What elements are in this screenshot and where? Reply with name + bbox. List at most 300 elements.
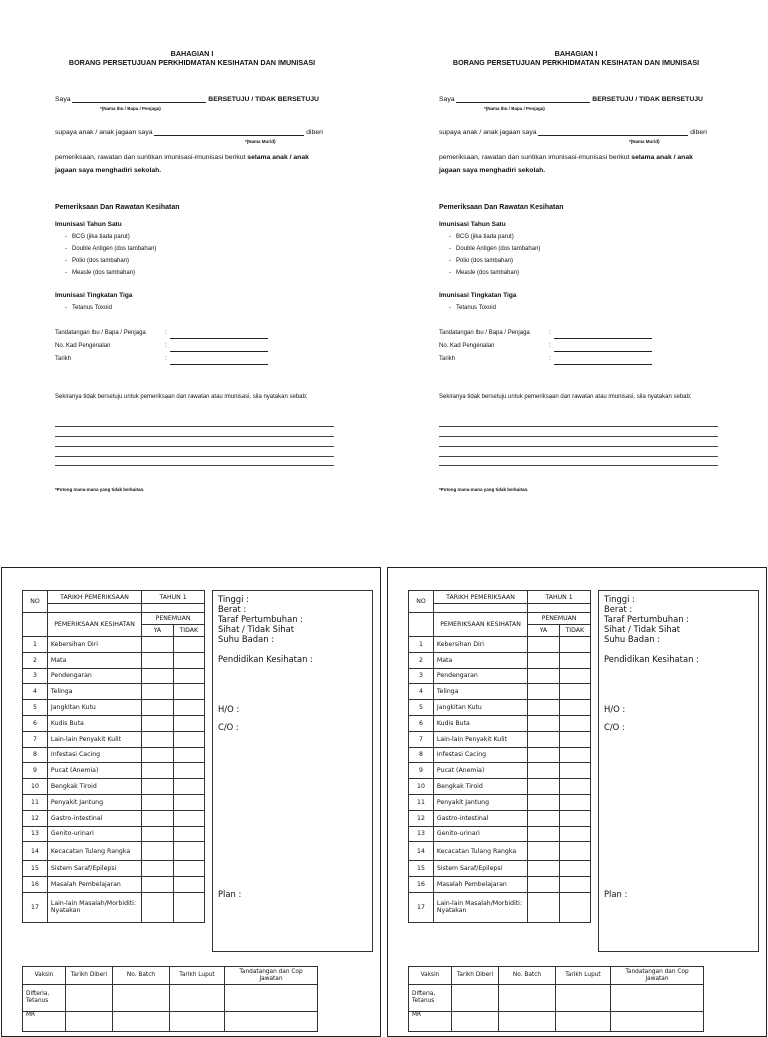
tidak-cell[interactable] xyxy=(173,668,204,684)
tidak-cell[interactable] xyxy=(173,826,204,842)
ya-cell[interactable] xyxy=(142,684,173,700)
date-cell[interactable] xyxy=(433,604,527,613)
tidak-cell[interactable] xyxy=(559,842,590,861)
exam-item: Lain-lain Masalah/Morbiditi: Nyatakan xyxy=(47,892,141,922)
tidak-cell[interactable] xyxy=(559,779,590,795)
ho-label: H/O : xyxy=(218,704,240,714)
tidak-cell[interactable] xyxy=(559,684,590,700)
tidak-cell[interactable] xyxy=(559,637,590,653)
exam-item: Lain-lain Masalah/Morbiditi: Nyatakan xyxy=(433,892,527,922)
exam-item: Kebersihan Diri xyxy=(47,637,141,653)
row-number: 8 xyxy=(23,747,48,763)
form-title: BORANG PERSETUJUAN PERKHIDMATAN KESIHATAN DAN IMUNISASI xyxy=(68,58,316,67)
exam-item: Penyakit Jantung xyxy=(47,794,141,810)
row-number: 16 xyxy=(23,877,48,893)
taraf-label: Taraf Pertumbuhan : xyxy=(604,614,689,624)
exam-item: Mata xyxy=(433,652,527,668)
exam-row xyxy=(23,779,205,795)
tidak-cell[interactable] xyxy=(559,668,590,684)
exam-row xyxy=(409,731,591,747)
row-number: 15 xyxy=(409,861,434,877)
signature-header: Tandatangan dan Cop Jawatan xyxy=(225,967,318,985)
tidak-cell[interactable] xyxy=(559,892,590,922)
exam-row xyxy=(409,794,591,810)
row-number: 12 xyxy=(409,810,434,826)
sihat-label: Sihat / Tidak Sihat xyxy=(604,624,681,634)
row-number: 6 xyxy=(23,715,48,731)
parent-name-field[interactable] xyxy=(72,102,206,103)
row-number: 13 xyxy=(409,826,434,842)
ya-header: YA xyxy=(528,625,559,637)
tidak-cell[interactable] xyxy=(559,715,590,731)
ya-cell[interactable] xyxy=(528,826,559,842)
parent-name-row xyxy=(55,96,340,103)
tidak-cell[interactable] xyxy=(173,877,204,893)
exam-item: Pucat (Anemia) xyxy=(433,763,527,779)
exam-item: Jangkitan Kutu xyxy=(433,700,527,716)
exam-item: Penyakit Jantung xyxy=(433,794,527,810)
vaccine-name: Difteria, Tetanus xyxy=(23,985,66,1012)
tidak-cell[interactable] xyxy=(559,794,590,810)
exam-row xyxy=(23,794,205,810)
ya-cell[interactable] xyxy=(528,652,559,668)
suhu-label: Suhu Badan : xyxy=(218,634,275,644)
measurement-panel xyxy=(598,590,759,952)
form3-heading: Imunisasi Tingkatan Tiga xyxy=(439,292,517,299)
consent-text-bold: selama anak / anak xyxy=(631,154,693,161)
ya-cell[interactable] xyxy=(142,861,173,877)
date-label: Tarikh xyxy=(55,356,72,362)
exam-item: Pendengaran xyxy=(47,668,141,684)
tidak-cell[interactable] xyxy=(173,637,204,653)
list-item: - Tetanus Toxoid xyxy=(65,305,112,311)
agree-option: BERSETUJU / TIDAK BERSETUJU xyxy=(592,96,703,103)
row-number: 12 xyxy=(23,810,48,826)
ya-cell[interactable] xyxy=(142,794,173,810)
row-number: 17 xyxy=(23,892,48,922)
exam-item: Masalah Pembelajaran xyxy=(47,877,141,893)
row-number: 11 xyxy=(23,794,48,810)
child-name-field[interactable] xyxy=(154,135,304,136)
exam-item: Infestasi Cacing xyxy=(433,747,527,763)
ya-cell[interactable] xyxy=(528,731,559,747)
exam-row xyxy=(409,861,591,877)
child-name-hint: *(Nama Murid) xyxy=(245,139,276,144)
exam-row xyxy=(23,861,205,877)
reason-prompt: Sekiranya tidak bersetuju untuk pemeriksaan dan rawatan atau imunisasi, sila nyatakan sebab: xyxy=(55,394,308,400)
exam-item: Telinga xyxy=(47,684,141,700)
ya-cell[interactable] xyxy=(528,877,559,893)
tidak-cell[interactable] xyxy=(173,842,204,861)
child-prefix: supaya anak / anak jagaan saya xyxy=(55,129,153,136)
row-number: 7 xyxy=(409,731,434,747)
row-number: 3 xyxy=(23,668,48,684)
form-section-title: BAHAGIAN I xyxy=(554,49,598,58)
tidak-cell[interactable] xyxy=(173,700,204,716)
date-field[interactable] xyxy=(554,357,652,365)
row-number: 13 xyxy=(23,826,48,842)
exam-row xyxy=(409,747,591,763)
consent-paragraph-line2: jagaan saya menghadiri sekolah. xyxy=(439,167,546,174)
exam-row xyxy=(23,652,205,668)
exam-row xyxy=(23,763,205,779)
vaccine-name: MR xyxy=(23,1012,66,1032)
row-number: 6 xyxy=(409,715,434,731)
ya-cell[interactable] xyxy=(528,700,559,716)
child-name-hint: *(Nama Murid) xyxy=(629,139,660,144)
child-suffix: diberi xyxy=(690,129,707,136)
exam-row xyxy=(23,826,205,842)
year-header: TAHUN 1 xyxy=(528,591,591,604)
reason-line[interactable] xyxy=(55,465,334,466)
parent-name-field[interactable] xyxy=(456,102,590,103)
ya-cell[interactable] xyxy=(528,810,559,826)
year1-heading: Imunisasi Tahun Satu xyxy=(55,221,122,228)
exam-item: Genito-urinari xyxy=(47,826,141,842)
exam-row xyxy=(409,715,591,731)
vaccine-header: Vaksin xyxy=(409,967,452,985)
plan-label: Plan : xyxy=(218,889,242,899)
exam-item: Pendengaran xyxy=(433,668,527,684)
footnote: *Potong mana-mana yang tidak berkaitan. xyxy=(55,487,145,492)
tidak-cell[interactable] xyxy=(559,826,590,842)
row-number: 15 xyxy=(23,861,48,877)
ya-cell[interactable] xyxy=(142,892,173,922)
ya-cell[interactable] xyxy=(528,684,559,700)
exam-item: Mata xyxy=(47,652,141,668)
tidak-cell[interactable] xyxy=(173,763,204,779)
row-number: 11 xyxy=(409,794,434,810)
expiry-header: Tarikh Luput xyxy=(556,967,611,985)
ya-cell[interactable] xyxy=(142,652,173,668)
exam-item: Genito-urinari xyxy=(433,826,527,842)
date-cell[interactable] xyxy=(47,604,141,613)
row-number: 7 xyxy=(23,731,48,747)
consent-form-left: BAHAGIAN I BORANG PERSETUJUAN PERKHIDMATAN KESIHATAN DAN IMUNISASI Saya BERSETUJU / TIDAK BERSETUJU *(Nama Ibu / Bapa / Penjaga) supaya anak / anak jagaan saya diberi *(Nama Murid) pemeriksaan, rawatan dan suntikan imunisasi-imunisasi berikut selama anak / anak jagaan saya menghadiri sekolah. Pemeriksaan Dan Rawatan Kesihatan Imunisasi Tahun Satu - BCG (jika tiada parut) - Double Antigen (dos tambahan) - Polio (dos tambahan) - Measle (dos tambahan) Imunisasi Tingkatan Tiga - Tetanus Toxoid Tandatangan Ibu / Bapa / Penjaga : No. Kad Pengenalan : Tarikh : Sekiranya tidak bersetuju untuk pemeriksaan dan rawatan atau imunisasi, sila nyatakan sebab: *Potong mana-mana yang tidak berkaitan. xyxy=(0,0,384,560)
signature-label: Tandatangan Ibu / Bapa / Penjaga xyxy=(439,330,530,336)
exam-row xyxy=(23,731,205,747)
tidak-cell[interactable] xyxy=(173,747,204,763)
exam-item: Bengkak Tiroid xyxy=(47,779,141,795)
exam-item: Lain-lain Penyakit Kulit xyxy=(433,731,527,747)
exam-row xyxy=(23,892,205,922)
exam-row xyxy=(23,877,205,893)
reason-line[interactable] xyxy=(439,446,718,447)
finding-header: PENEMUAN xyxy=(142,613,205,625)
ya-cell[interactable] xyxy=(528,861,559,877)
row-number: 10 xyxy=(23,779,48,795)
tidak-header: TIDAK xyxy=(559,625,590,637)
tidak-cell[interactable] xyxy=(173,715,204,731)
tidak-cell[interactable] xyxy=(173,779,204,795)
exam-header: PEMERIKSAAN KESIHATAN xyxy=(47,613,141,637)
berat-label: Berat : xyxy=(218,604,247,614)
no-header: NO xyxy=(23,591,48,613)
co-label: C/O : xyxy=(218,722,239,732)
child-name-row xyxy=(439,129,724,136)
ya-cell[interactable] xyxy=(528,794,559,810)
ya-cell[interactable] xyxy=(528,842,559,861)
tidak-cell[interactable] xyxy=(559,652,590,668)
co-label: C/O : xyxy=(604,722,625,732)
exam-row xyxy=(409,826,591,842)
expiry-header: Tarikh Luput xyxy=(170,967,225,985)
exam-table xyxy=(22,590,205,923)
exam-item: Lain-lain Penyakit Kulit xyxy=(47,731,141,747)
ya-cell[interactable] xyxy=(528,763,559,779)
year1-heading: Imunisasi Tahun Satu xyxy=(439,221,506,228)
row-number: 2 xyxy=(23,652,48,668)
exam-row xyxy=(23,715,205,731)
row-number: 16 xyxy=(409,877,434,893)
exam-row xyxy=(23,637,205,653)
ya-cell[interactable] xyxy=(142,810,173,826)
reason-line[interactable] xyxy=(55,456,334,457)
exam-row xyxy=(409,684,591,700)
tidak-cell[interactable] xyxy=(173,861,204,877)
consent-text: pemeriksaan, rawatan dan suntikan imunisasi-imunisasi berikut xyxy=(439,154,630,161)
ya-cell[interactable] xyxy=(142,700,173,716)
suhu-label: Suhu Badan : xyxy=(604,634,661,644)
exam-item: Bengkak Tiroid xyxy=(433,779,527,795)
saya-label: Saya xyxy=(439,96,455,103)
tidak-cell[interactable] xyxy=(173,810,204,826)
ic-field[interactable] xyxy=(170,344,268,352)
finding-header: PENEMUAN xyxy=(528,613,591,625)
tidak-cell[interactable] xyxy=(559,861,590,877)
signature-label: Tandatangan Ibu / Bapa / Penjaga xyxy=(55,330,146,336)
consent-paragraph-line1 xyxy=(55,154,340,161)
exam-row xyxy=(23,747,205,763)
date-given-header: Tarikh Diberi xyxy=(66,967,113,985)
exam-item: Sistem Saraf/Epilepsi xyxy=(433,861,527,877)
row-number: 14 xyxy=(409,842,434,861)
plan-label: Plan : xyxy=(604,889,628,899)
reason-line[interactable] xyxy=(439,436,718,437)
exam-item: Gastro-intestinal xyxy=(433,810,527,826)
list-item: - Measle (dos tambahan) xyxy=(65,270,136,276)
ya-header: YA xyxy=(142,625,173,637)
exam-header: PEMERIKSAAN KESIHATAN xyxy=(433,613,527,637)
consent-paragraph-line2: jagaan saya menghadiri sekolah. xyxy=(55,167,162,174)
exam-item: Gastro-intestinal xyxy=(47,810,141,826)
health-card-right xyxy=(387,567,767,1037)
ya-cell[interactable] xyxy=(142,763,173,779)
tidak-cell[interactable] xyxy=(559,700,590,716)
exam-row xyxy=(23,684,205,700)
ya-cell[interactable] xyxy=(142,637,173,653)
tidak-cell[interactable] xyxy=(173,731,204,747)
list-item: - Double Antigen (dos tambahan) xyxy=(65,246,157,252)
date-field[interactable] xyxy=(170,357,268,365)
ya-cell[interactable] xyxy=(528,715,559,731)
ya-cell[interactable] xyxy=(142,731,173,747)
list-item: - BCG (jika tiada parut) xyxy=(65,234,130,240)
consent-text-bold: selama anak / anak xyxy=(247,154,309,161)
list-item: - Measle (dos tambahan) xyxy=(449,270,520,276)
exam-item: Telinga xyxy=(433,684,527,700)
ya-cell[interactable] xyxy=(142,842,173,861)
signature-header: Tandatangan dan Cop Jawatan xyxy=(611,967,704,985)
tidak-cell[interactable] xyxy=(173,684,204,700)
date-header: TARIKH PEMERIKSAAN xyxy=(433,591,527,604)
exam-row xyxy=(23,700,205,716)
ya-cell[interactable] xyxy=(528,779,559,795)
child-prefix: supaya anak / anak jagaan saya xyxy=(439,129,537,136)
parent-name-hint: *(Nama Ibu / Bapa / Penjaga) xyxy=(484,106,545,111)
ic-label: No. Kad Pengenalan xyxy=(439,343,495,349)
exam-item: Kudis Buta xyxy=(433,715,527,731)
ho-label: H/O : xyxy=(604,704,626,714)
exam-item: Masalah Pembelajaran xyxy=(433,877,527,893)
year-cell[interactable] xyxy=(142,604,205,613)
tidak-cell[interactable] xyxy=(559,763,590,779)
consent-paragraph-line1 xyxy=(439,154,724,161)
exam-item: Pucat (Anemia) xyxy=(47,763,141,779)
ya-cell[interactable] xyxy=(528,668,559,684)
reason-line[interactable] xyxy=(55,436,334,437)
vaccine-table xyxy=(408,966,704,1032)
row-number: 4 xyxy=(409,684,434,700)
ya-cell[interactable] xyxy=(528,892,559,922)
row-number: 4 xyxy=(23,684,48,700)
ya-cell[interactable] xyxy=(142,877,173,893)
list-item: - Polio (dos tambahan) xyxy=(449,258,514,264)
exam-row xyxy=(409,652,591,668)
child-name-field[interactable] xyxy=(538,135,688,136)
tidak-cell[interactable] xyxy=(559,731,590,747)
reason-line[interactable] xyxy=(55,426,334,427)
pendidikan-label: Pendidikan Kesihatan : xyxy=(218,654,313,664)
ya-cell[interactable] xyxy=(142,747,173,763)
parent-name-row xyxy=(439,96,724,103)
ya-cell[interactable] xyxy=(142,779,173,795)
year-header: TAHUN 1 xyxy=(142,591,205,604)
section-heading: Pemeriksaan Dan Rawatan Kesihatan xyxy=(439,204,564,211)
list-item: - Double Antigen (dos tambahan) xyxy=(449,246,541,252)
exam-item: Kecacatan Tulang Rangka xyxy=(47,842,141,861)
form-section-title: BAHAGIAN I xyxy=(170,49,214,58)
reason-line[interactable] xyxy=(55,446,334,447)
exam-row xyxy=(409,810,591,826)
signature-field[interactable] xyxy=(554,331,652,339)
consent-text: pemeriksaan, rawatan dan suntikan imunisasi-imunisasi berikut xyxy=(55,154,246,161)
reason-prompt: Sekiranya tidak bersetuju untuk pemeriksaan dan rawatan atau imunisasi, sila nyatakan sebab: xyxy=(439,394,692,400)
ya-cell[interactable] xyxy=(142,668,173,684)
reason-line[interactable] xyxy=(439,456,718,457)
ya-cell[interactable] xyxy=(142,826,173,842)
exam-item: Kecacatan Tulang Rangka xyxy=(433,842,527,861)
sihat-label: Sihat / Tidak Sihat xyxy=(218,624,295,634)
tinggi-label: Tinggi : xyxy=(218,594,249,604)
measurement-panel xyxy=(212,590,373,952)
date-given-header: Tarikh Diberi xyxy=(452,967,499,985)
exam-item: Infestasi Cacing xyxy=(47,747,141,763)
ya-cell[interactable] xyxy=(142,715,173,731)
agree-option: BERSETUJU / TIDAK BERSETUJU xyxy=(208,96,319,103)
row-number: 9 xyxy=(23,763,48,779)
taraf-label: Taraf Pertumbuhan : xyxy=(218,614,303,624)
exam-item: Sistem Saraf/Epilepsi xyxy=(47,861,141,877)
exam-table xyxy=(408,590,591,923)
vaccine-name: Difteria, Tetanus xyxy=(409,985,452,1012)
exam-item: Kudis Buta xyxy=(47,715,141,731)
reason-line[interactable] xyxy=(439,465,718,466)
row-number: 5 xyxy=(23,700,48,716)
date-header: TARIKH PEMERIKSAAN xyxy=(47,591,141,604)
child-name-row xyxy=(55,129,340,136)
ya-cell[interactable] xyxy=(528,747,559,763)
exam-row xyxy=(409,892,591,922)
reason-line[interactable] xyxy=(439,426,718,427)
ic-field[interactable] xyxy=(554,344,652,352)
exam-row xyxy=(23,810,205,826)
consent-form-right: BAHAGIAN I BORANG PERSETUJUAN PERKHIDMATAN KESIHATAN DAN IMUNISASI Saya BERSETUJU / TIDAK BERSETUJU *(Nama Ibu / Bapa / Penjaga) supaya anak / anak jagaan saya diberi *(Nama Murid) pemeriksaan, rawatan dan suntikan imunisasi-imunisasi berikut selama anak / anak jagaan saya menghadiri sekolah. Pemeriksaan Dan Rawatan Kesihatan Imunisasi Tahun Satu - BCG (jika tiada parut) - Double Antigen (dos tambahan) - Polio (dos tambahan) - Measle (dos tambahan) Imunisasi Tingkatan Tiga - Tetanus Toxoid Tandatangan Ibu / Bapa / Penjaga : No. Kad Pengenalan : Tarikh : Sekiranya tidak bersetuju untuk pemeriksaan dan rawatan atau imunisasi, sila nyatakan sebab: *Potong mana-mana yang tidak berkaitan. xyxy=(384,0,768,560)
row-number: 3 xyxy=(409,668,434,684)
pendidikan-label: Pendidikan Kesihatan : xyxy=(604,654,699,664)
row-number: 9 xyxy=(409,763,434,779)
list-item: - Tetanus Toxoid xyxy=(449,305,496,311)
exam-row xyxy=(409,668,591,684)
parent-name-hint: *(Nama Ibu / Bapa / Penjaga) xyxy=(100,106,161,111)
row-number: 1 xyxy=(23,637,48,653)
tidak-cell[interactable] xyxy=(173,892,204,922)
row-number: 1 xyxy=(409,637,434,653)
vaccine-name: MR xyxy=(409,1012,452,1032)
list-item: - Polio (dos tambahan) xyxy=(65,258,130,264)
batch-header: No. Batch xyxy=(499,967,556,985)
tinggi-label: Tinggi : xyxy=(604,594,635,604)
exam-row xyxy=(409,763,591,779)
row-number: 17 xyxy=(409,892,434,922)
exam-item: Jangkitan Kutu xyxy=(47,700,141,716)
tidak-cell[interactable] xyxy=(559,877,590,893)
row-number: 2 xyxy=(409,652,434,668)
health-card-left xyxy=(1,567,381,1037)
exam-row xyxy=(23,842,205,861)
saya-label: Saya xyxy=(55,96,71,103)
child-suffix: diberi xyxy=(306,129,323,136)
ic-label: No. Kad Pengenalan xyxy=(55,343,111,349)
form-title: BORANG PERSETUJUAN PERKHIDMATAN KESIHATAN DAN IMUNISASI xyxy=(452,58,700,67)
vaccine-header: Vaksin xyxy=(23,967,66,985)
row-number: 14 xyxy=(23,842,48,861)
ya-cell[interactable] xyxy=(528,637,559,653)
no-header: NO xyxy=(409,591,434,613)
exam-row xyxy=(409,779,591,795)
list-item: - BCG (jika tiada parut) xyxy=(449,234,514,240)
section-heading: Pemeriksaan Dan Rawatan Kesihatan xyxy=(55,204,180,211)
berat-label: Berat : xyxy=(604,604,633,614)
year-cell[interactable] xyxy=(528,604,591,613)
exam-item: Kebersihan Diri xyxy=(433,637,527,653)
exam-row xyxy=(409,842,591,861)
signature-field[interactable] xyxy=(170,331,268,339)
row-number: 8 xyxy=(409,747,434,763)
exam-row xyxy=(409,877,591,893)
row-number: 10 xyxy=(409,779,434,795)
tidak-cell[interactable] xyxy=(173,794,204,810)
tidak-cell[interactable] xyxy=(559,747,590,763)
tidak-cell[interactable] xyxy=(559,810,590,826)
tidak-cell[interactable] xyxy=(173,652,204,668)
row-number: 5 xyxy=(409,700,434,716)
exam-row xyxy=(409,637,591,653)
batch-header: No. Batch xyxy=(113,967,170,985)
tidak-header: TIDAK xyxy=(173,625,204,637)
vaccine-table xyxy=(22,966,318,1032)
footnote: *Potong mana-mana yang tidak berkaitan. xyxy=(439,487,529,492)
